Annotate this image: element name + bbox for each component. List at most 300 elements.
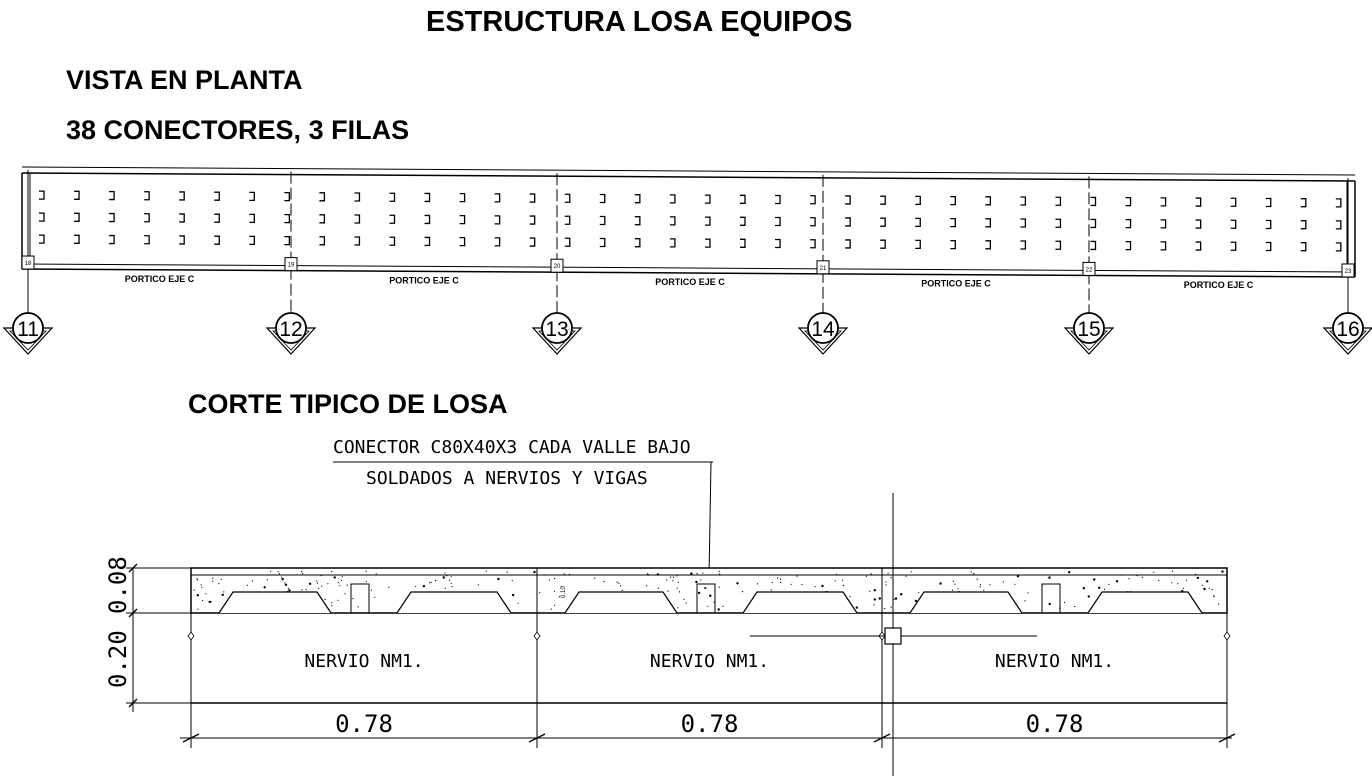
connector-mark [635,239,640,247]
concrete-dot [288,589,290,591]
concrete-dot [1108,584,1109,585]
concrete-dot [666,579,667,580]
connector-mark [39,191,44,199]
concrete-dot [953,581,954,582]
concrete-dot [388,587,389,588]
concrete-dot [1064,602,1065,603]
plan-axis-lines [28,170,1348,318]
deck-trough [1088,592,1202,613]
concrete-dot [435,580,436,581]
concrete-dot [1183,588,1184,589]
connector-mark [495,194,500,202]
concrete-dot [658,588,659,589]
connector-mark [670,239,675,247]
concrete-dot [742,591,743,592]
concrete-dot [301,571,302,572]
concrete-dot [670,577,671,578]
connector-mark [249,192,254,200]
concrete-dot [247,585,248,586]
connector-mark [1336,199,1341,207]
connector-mark [530,194,535,202]
concrete-dot [512,594,514,596]
concrete-dot [886,584,887,585]
frame-label: PORTICO EJE C [921,278,991,289]
concrete-dot [874,604,875,605]
concrete-dot [331,602,332,603]
connector-mark [670,195,675,203]
connector-mark [284,215,289,223]
concrete-dot [285,584,287,586]
concrete-dot [719,587,720,588]
concrete-dot [918,592,919,593]
connector-mark [1266,198,1271,206]
concrete-dot [1049,603,1051,605]
concrete-dot [1153,572,1154,573]
concrete-dot [771,589,772,590]
concrete-dot [1206,580,1208,582]
concrete-dot [334,576,336,578]
concrete-dot [906,576,907,577]
rib-labels [304,651,1114,672]
connector-mark [1055,197,1060,205]
concrete-dot [1104,589,1105,590]
connector-mark [495,216,500,224]
connector-mark [1231,198,1236,206]
concrete-dot [677,607,678,608]
connector-mark [214,192,219,200]
concrete-dot [939,582,941,584]
concrete-dot [843,585,844,586]
connector-mark [810,196,815,204]
concrete-dot [478,584,479,585]
frame-label: PORTICO EJE C [389,275,459,286]
concrete-dot [705,588,706,589]
concrete-dot [1209,588,1210,589]
column-tag-label: 22 [1085,267,1093,274]
concrete-dot [452,586,453,587]
connector-mark [705,217,710,225]
connector-mark [810,240,815,248]
connector-mark [1196,220,1201,228]
span-dimensions [335,710,1083,738]
concrete-dot [702,572,703,573]
connector-mark [495,238,500,246]
concrete-dot [900,593,902,595]
span-dimension-text: 0.78 [335,710,393,738]
dim-rib-height: 0.20 [104,630,132,688]
connector-mark [1336,221,1341,229]
concrete-dot [321,575,322,576]
concrete-dot [446,575,447,576]
axis-markers [4,313,1372,354]
concrete-dot [554,578,555,579]
concrete-dot [850,596,851,597]
concrete-dot [686,602,687,603]
concrete-dot [700,579,701,580]
connector-mark [390,237,395,245]
connector-mark [985,219,990,227]
connector-mark [1020,241,1025,249]
column-tag-label: 20 [553,264,561,271]
plan-view [4,167,1372,354]
concrete-dot [374,597,375,598]
concrete-dot [518,603,519,604]
concrete-dot [371,590,372,591]
concrete-dot [1203,588,1205,590]
concrete-dot [1014,584,1015,585]
axis-number: 13 [545,318,569,341]
connector-mark [530,238,535,246]
connector-mark [319,237,324,245]
concrete-dot [1024,600,1025,601]
connector-mark [1091,219,1096,227]
plan-bottom-edge [22,269,1355,277]
concrete-dot [544,575,545,576]
connector-mark [1266,242,1271,250]
concrete-dot [722,606,723,607]
connector-mark [1196,198,1201,206]
concrete-dot [451,583,452,584]
rib-label: NERVIO NM1. [994,651,1115,672]
concrete-dot [1116,580,1118,582]
connector-mark [460,216,465,224]
connector-mark [214,214,219,222]
axis-number: 15 [1077,318,1101,341]
connector-mark [845,218,850,226]
frame-label: PORTICO EJE C [1183,280,1254,291]
concrete-dot [282,578,284,580]
span-dimension-text: 0.78 [1025,710,1084,738]
concrete-dot [1214,596,1215,597]
concrete-dot [564,573,565,574]
concrete-dot [347,585,348,586]
connector-mark [600,238,605,246]
connector-mark [880,218,885,226]
concrete-dot [1098,587,1100,589]
concrete-dot [539,592,540,593]
concrete-dot [1083,587,1085,589]
concrete-dot [796,576,797,577]
note-leader [709,462,711,578]
connector-mark [1301,221,1306,229]
connector-mark [144,236,149,244]
connector-mark [880,196,885,204]
concrete-dot [444,572,445,573]
concrete-dot [551,609,552,610]
concrete-dot [415,586,416,587]
concrete-dot [301,589,302,590]
concrete-dot [696,573,697,574]
crosshair-box [885,628,901,644]
concrete-dot [1171,582,1172,583]
concrete-dot [673,577,674,578]
concrete-dot [1212,589,1213,590]
connector-mark [740,239,745,247]
connector-mark [565,238,570,246]
connector-mark [985,197,990,205]
connector-mark [425,237,430,245]
connector-mark [1126,242,1131,250]
connectors-count-title: 38 CONECTORES, 3 FILAS [66,115,410,145]
concrete-dot [559,596,560,597]
connector-mark [109,192,114,200]
concrete-dot [1088,595,1090,597]
column-tag-label: 18 [24,261,32,268]
concrete-dot [1074,606,1075,607]
concrete-dot [341,580,342,581]
concrete-dot [316,580,317,581]
concrete-dot [318,588,319,589]
concrete-dot [201,584,202,585]
connector-mark [354,215,359,223]
concrete-dot [281,577,282,578]
connector-mark [880,240,885,248]
concrete-dot [1049,577,1050,578]
concrete-dot [874,589,876,591]
concrete-dot [954,584,955,585]
concrete-dot [1140,574,1141,575]
plan-view-title: VISTA EN PLANTA [66,65,303,95]
concrete-dot [197,609,198,610]
concrete-dot [871,573,872,574]
concrete-dot [690,572,692,574]
dim-small: 0.10 [561,586,567,598]
connector-mark [775,240,780,248]
connector-mark [1126,198,1131,206]
concrete-dot [672,580,673,581]
concrete-dot [288,588,289,589]
concrete-dot [321,586,322,587]
concrete-dot [677,575,678,576]
concrete-dot [836,574,837,575]
concrete-dot [667,591,668,592]
concrete-dot [791,584,792,585]
connector-mark [319,193,324,201]
concrete-dot [777,578,778,579]
concrete-dot [223,591,224,592]
concrete-dot [1218,604,1219,605]
concrete-dot [618,583,619,584]
rib-divider-diamond [1224,632,1230,640]
dim-topping-height: 0.08 [104,556,132,614]
span-dimension-text: 0.78 [680,710,739,738]
rib-divider-diamond [188,632,194,640]
concrete-dot [622,590,623,591]
concrete-dot [856,606,858,608]
connector-mark [600,194,605,202]
connector-mark [915,218,920,226]
concrete-dot [678,582,679,583]
concrete-dot [201,587,202,588]
connector-mark [460,194,465,202]
concrete-dot [842,580,843,581]
connector-note-line1: CONECTOR C80X40X3 CADA VALLE BAJO [333,437,691,458]
concrete-dot [911,571,912,572]
deck-trough [397,592,511,613]
axis-number: 16 [1336,318,1360,341]
concrete-dot [646,585,647,586]
connector-mark [985,241,990,249]
concrete-dot [202,600,203,601]
concrete-dot [512,580,513,581]
concrete-dot [657,573,659,575]
concrete-dot [874,598,876,600]
connector-mark [109,214,114,222]
column-tags [22,256,1354,277]
concrete-dot [325,599,326,600]
concrete-dot [218,583,219,584]
axis-number: 12 [279,318,303,341]
connector-mark [565,216,570,224]
connector-mark [74,213,79,221]
connector-mark [1126,220,1131,228]
connector-mark [74,191,79,199]
connector-mark [1091,197,1096,205]
connector-grid [39,191,1341,251]
connector-mark [775,196,780,204]
concrete-dot [885,581,886,582]
connector-mark [1020,219,1025,227]
connector-mark [460,238,465,246]
concrete-dot [815,586,816,587]
concrete-dot [429,582,430,583]
concrete-dot [270,571,271,572]
concrete-dot [972,574,973,575]
axis-number: 11 [17,318,39,341]
connector-mark [1301,243,1306,251]
deck-trough [219,592,331,613]
connector-mark [1336,243,1341,251]
connector-mark [705,195,710,203]
concrete-dot [719,571,720,572]
concrete-dot [707,606,708,607]
deck-trough [910,592,1022,613]
connector-mark [390,215,395,223]
concrete-dot [821,585,823,587]
concrete-dot [302,573,303,574]
concrete-dot [695,581,697,583]
connector-mark [144,192,149,200]
connector-mark [1161,220,1166,228]
connector-mark [1266,220,1271,228]
concrete-dot [894,599,895,600]
connector-mark [1091,241,1096,249]
concrete-dot [677,588,678,589]
concrete-dot [317,583,318,584]
concrete-dot [252,580,253,581]
concrete-dot [973,573,974,574]
concrete-dot [869,591,870,592]
connector-mark [1231,220,1236,228]
concrete-dot [620,585,621,586]
connector-mark [845,196,850,204]
concrete-dot [212,578,213,579]
concrete-dot [197,579,198,580]
main-title: ESTRUCTURA LOSA EQUIPOS [426,6,853,38]
concrete-dot [279,573,280,574]
concrete-dot [353,598,354,599]
column-tag-label: 23 [1344,268,1352,275]
concrete-dot [549,579,550,580]
concrete-dot [1093,578,1095,580]
connector-mark [705,239,710,247]
concrete-dot [888,573,889,574]
concrete-dot [1121,575,1122,576]
deck-trough [565,592,677,613]
concrete-dot [835,580,836,581]
concrete-dot [267,579,268,580]
concrete-dot [205,593,206,594]
concrete-dot [971,571,972,572]
concrete-dot [309,583,311,585]
connector-mark [1055,241,1060,249]
concrete-dot [331,605,332,606]
concrete-dot [366,571,367,572]
concrete-dot [679,591,680,592]
concrete-dot [709,595,711,597]
concrete-dot [952,590,953,591]
concrete-dot [554,591,555,592]
connector-mark [915,196,920,204]
connector-mark [1161,242,1166,250]
connector-mark [950,197,955,205]
concrete-dot [194,589,195,590]
concrete-dot [1027,592,1028,593]
axis-number: 14 [811,318,835,341]
connector-mark [39,235,44,243]
concrete-dot [342,576,343,577]
concrete-dot [698,592,700,594]
column-tag-label: 19 [287,262,295,269]
concrete-dot [977,579,978,580]
connector-mark [284,193,289,201]
frame-label: PORTICO EJE C [124,273,195,284]
concrete-dot [780,579,781,580]
frame-label: PORTICO EJE C [655,277,725,288]
concrete-dot [683,599,684,600]
concrete-dot [331,571,332,572]
connector-mark [740,195,745,203]
concrete-dot [603,581,604,582]
concrete-dot [736,582,738,584]
connector-mark [354,193,359,201]
concrete-dot [338,582,339,583]
connector-mark [284,237,289,245]
rib-divider-diamond [534,632,540,640]
connector-mark [740,217,745,225]
concrete-dot [507,572,508,573]
connector-mark [249,236,254,244]
rib-label: NERVIO NM1. [649,651,770,672]
connector-mark [390,193,395,201]
section-view [104,437,1235,776]
concrete-dot [1128,578,1129,579]
concrete-dot [647,573,648,574]
concrete-dot [358,606,359,607]
concrete-dot [449,580,450,581]
concrete-dot [1158,580,1159,581]
deck-trough [743,592,857,613]
concrete-dot [1197,577,1199,579]
concrete-dot [1186,580,1187,581]
concrete-dot [1172,571,1173,572]
connector-note-line2: SOLDADOS A NERVIOS Y VIGAS [366,468,648,489]
concrete-dot [264,586,266,588]
concrete-dot [772,582,773,583]
connector-mark [635,217,640,225]
connector-mark [319,215,324,223]
concrete-dot [879,597,881,599]
